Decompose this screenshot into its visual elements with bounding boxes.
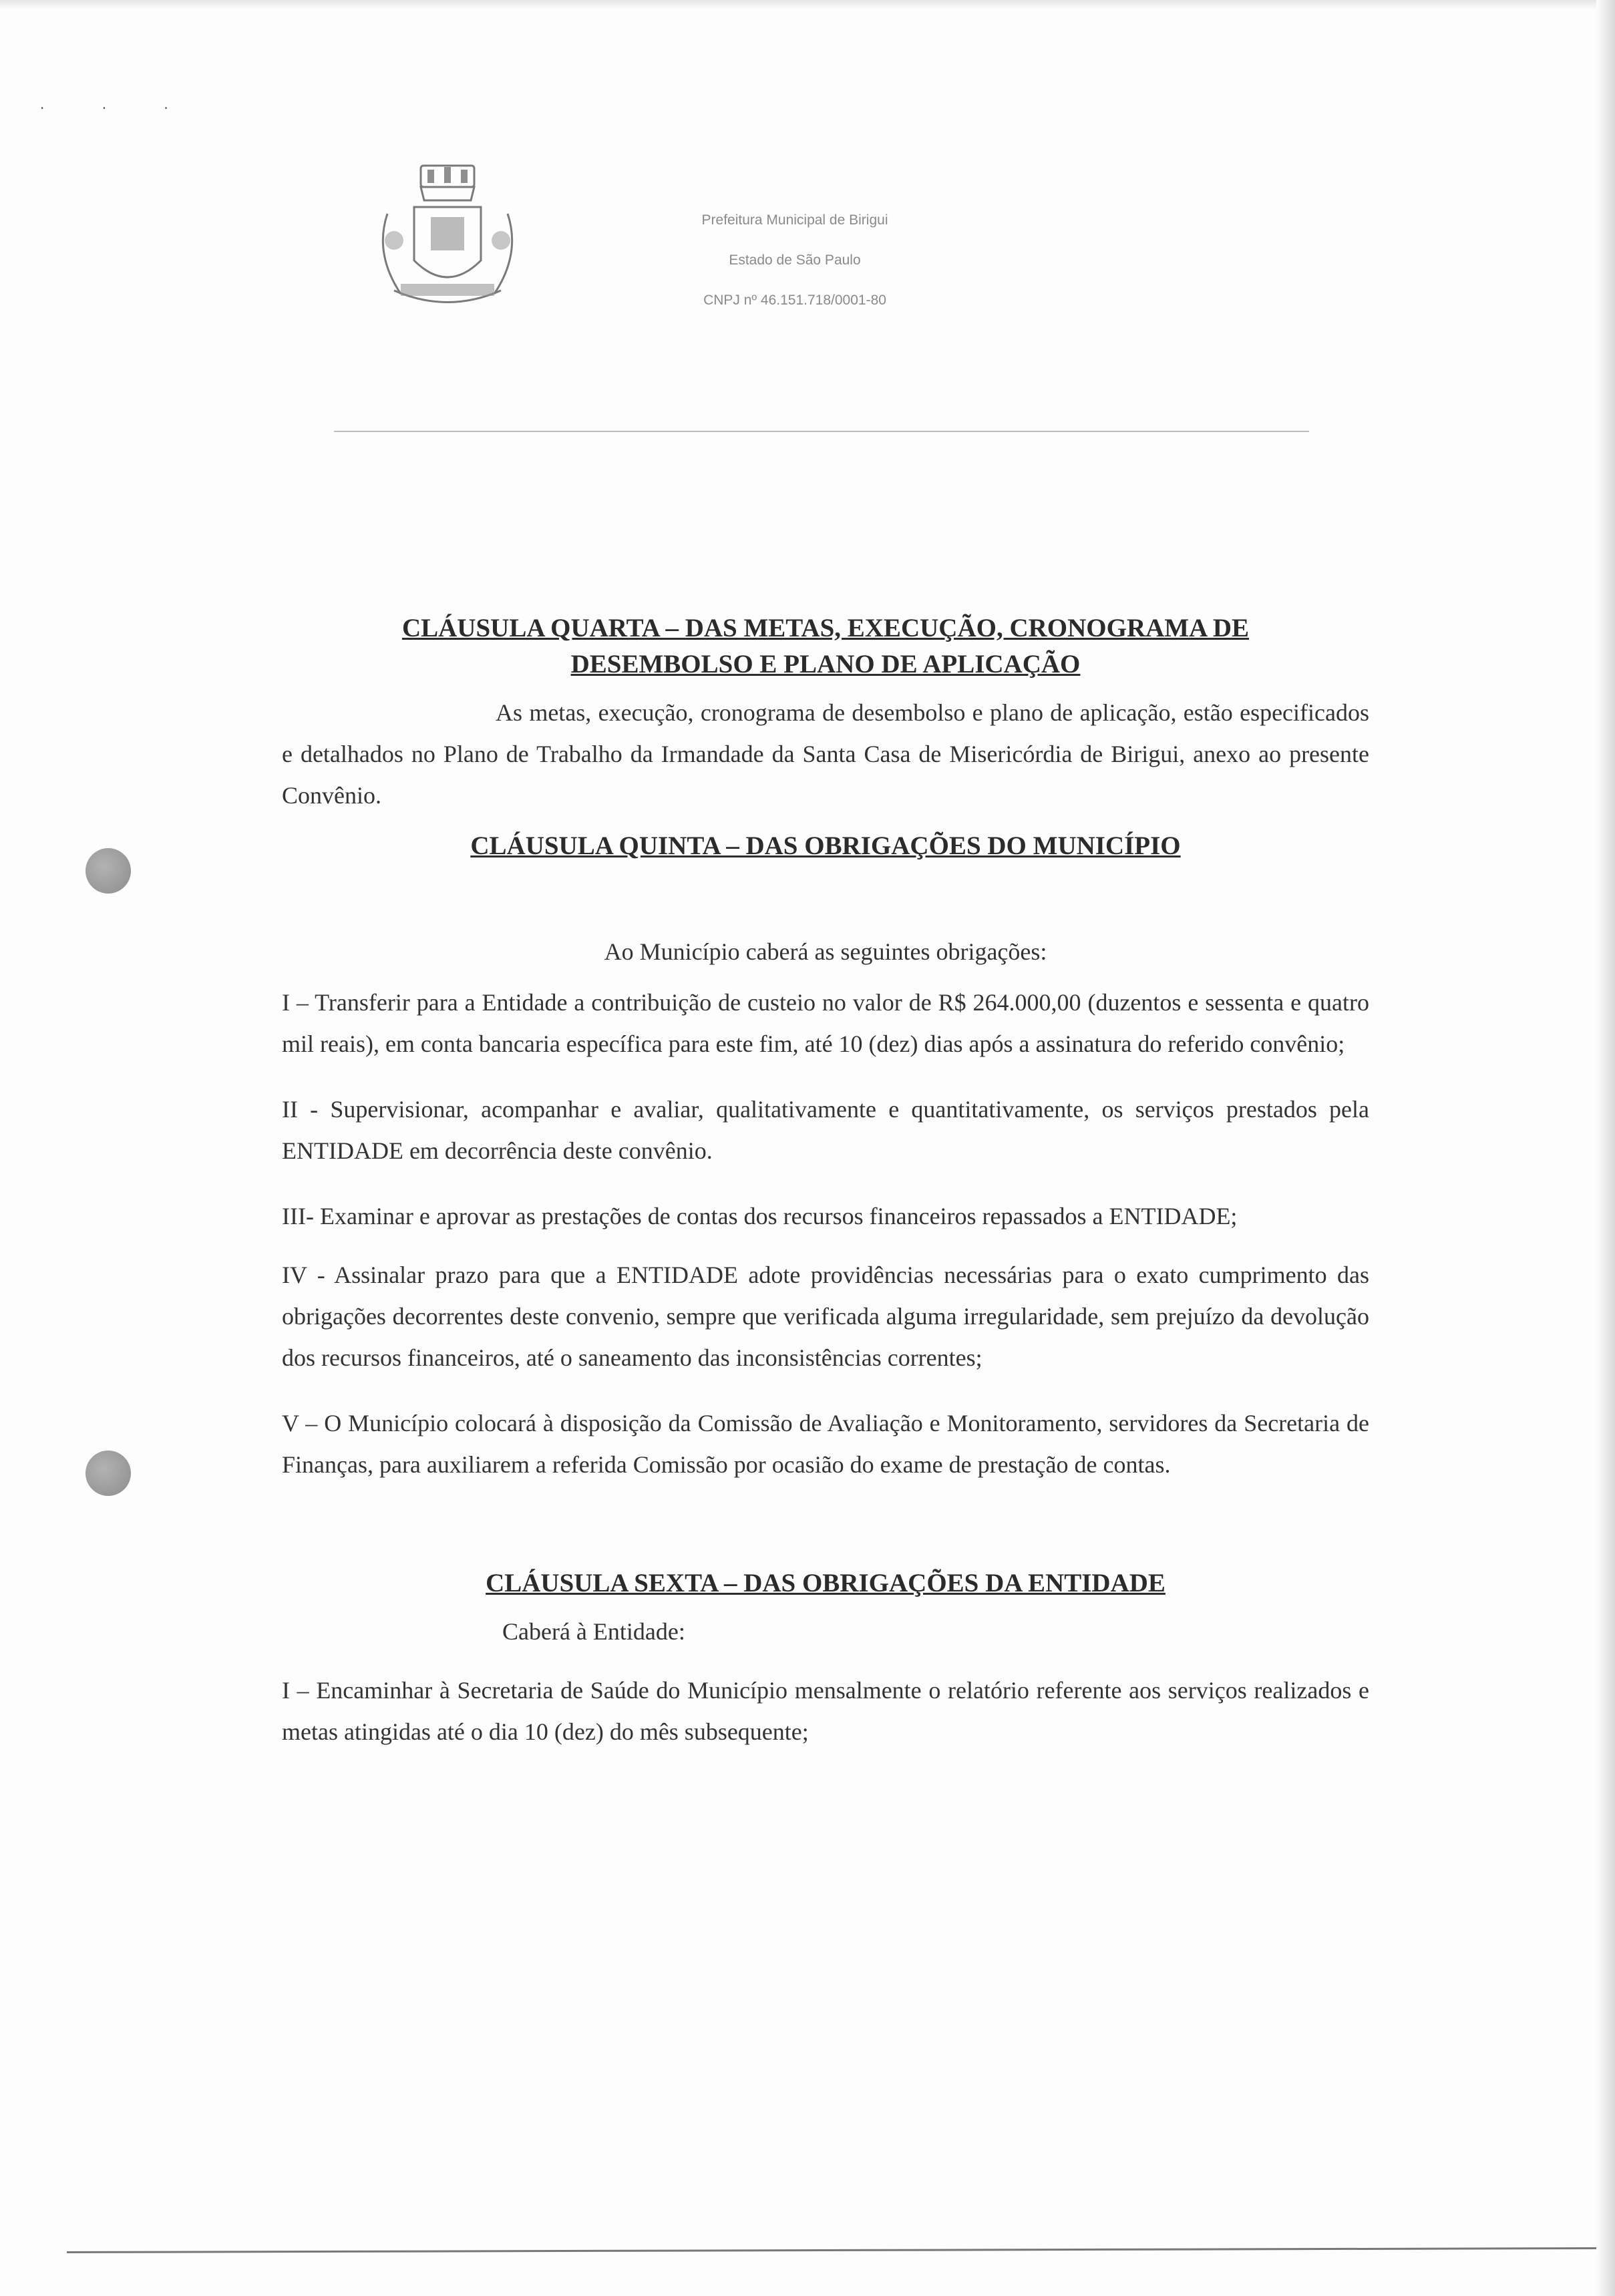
clause6-intro: Caberá à Entidade: xyxy=(502,1618,685,1645)
state-name: Estado de São Paulo xyxy=(729,252,861,268)
letterhead xyxy=(655,200,935,321)
clause4-text: As metas, execução, cronograma de desembolso e plano de aplicação, estão especificados e detalhados no Plano de Trabalho da Irmandade da Santa Casa de Misericórdia de Birigui, anexo ao presente Convênio. xyxy=(282,699,1369,809)
clause6-item1: I – Encaminhar à Secretaria de Saúde do Município mensalmente o relatório referente aos serviços realizados e metas atingidas até o dia 10 (dez) do mês subsequente; xyxy=(282,1677,1369,1745)
municipality-name: Prefeitura Municipal de Birigui xyxy=(701,212,888,228)
header-divider xyxy=(334,431,1309,432)
cnpj-number: CNPJ nº 46.151.718/0001-80 xyxy=(703,293,886,308)
clause4-title-line2: DESEMBOLSO E PLANO DE APLICAÇÃO xyxy=(570,650,1081,679)
clause5-intro: Ao Município caberá as seguintes obrigações: xyxy=(604,938,1047,965)
document-body xyxy=(282,588,1369,1752)
clause5-item2: II - Supervisionar, acompanhar e avaliar, qualitativamente e quantitativamente, os serviços prestados pela ENTIDADE em decorrência deste convênio. xyxy=(282,1096,1369,1164)
clause5-item5: V – O Município colocará à disposição da Comissão de Avaliação e Monitoramento, servidores da Secretaria de Finanças, para auxiliarem a referida Comissão por ocasião do exame de prestação de contas. xyxy=(282,1410,1369,1478)
punch-hole-bottom xyxy=(85,1451,131,1496)
clause4-title-line1: CLÁUSULA QUARTA – DAS METAS, EXECUÇÃO, CRONOGRAMA DE xyxy=(401,614,1250,642)
clause5-item1: I – Transferir para a Entidade a contribuição de custeio no valor de R$ 264.000,00 (duzentos e sessenta e quatro mil reais), em conta bancaria específica para este fim, até 10 (dez) dias após a assinatura do referido convênio; xyxy=(282,989,1369,1057)
scan-edge-right xyxy=(1596,0,1615,2296)
clause5-title: CLÁUSULA QUINTA – DAS OBRIGAÇÕES DO MUNICÍPIO xyxy=(470,831,1181,860)
clause6-title: CLÁUSULA SEXTA – DAS OBRIGAÇÕES DA ENTIDADE xyxy=(486,1569,1165,1597)
scan-specks: · · · xyxy=(40,100,195,116)
punch-hole-top xyxy=(85,848,131,894)
clause5-item3: III- Examinar e aprovar as prestações de contas dos recursos financeiros repassados a ENTIDADE; xyxy=(282,1203,1238,1229)
scan-fold-line xyxy=(67,2247,1596,2253)
clause5-item4: IV - Assinalar prazo para que a ENTIDADE adote providências necessárias para o exato cumprimento das obrigações decorrentes deste convenio, sempre que verificada alguma irregularidade, sem prejuízo da devolução dos recursos financeiros, até o saneamento das inconsistências correntes; xyxy=(282,1262,1369,1371)
municipal-crest-icon xyxy=(374,160,521,311)
scan-edge-top xyxy=(0,0,1615,9)
